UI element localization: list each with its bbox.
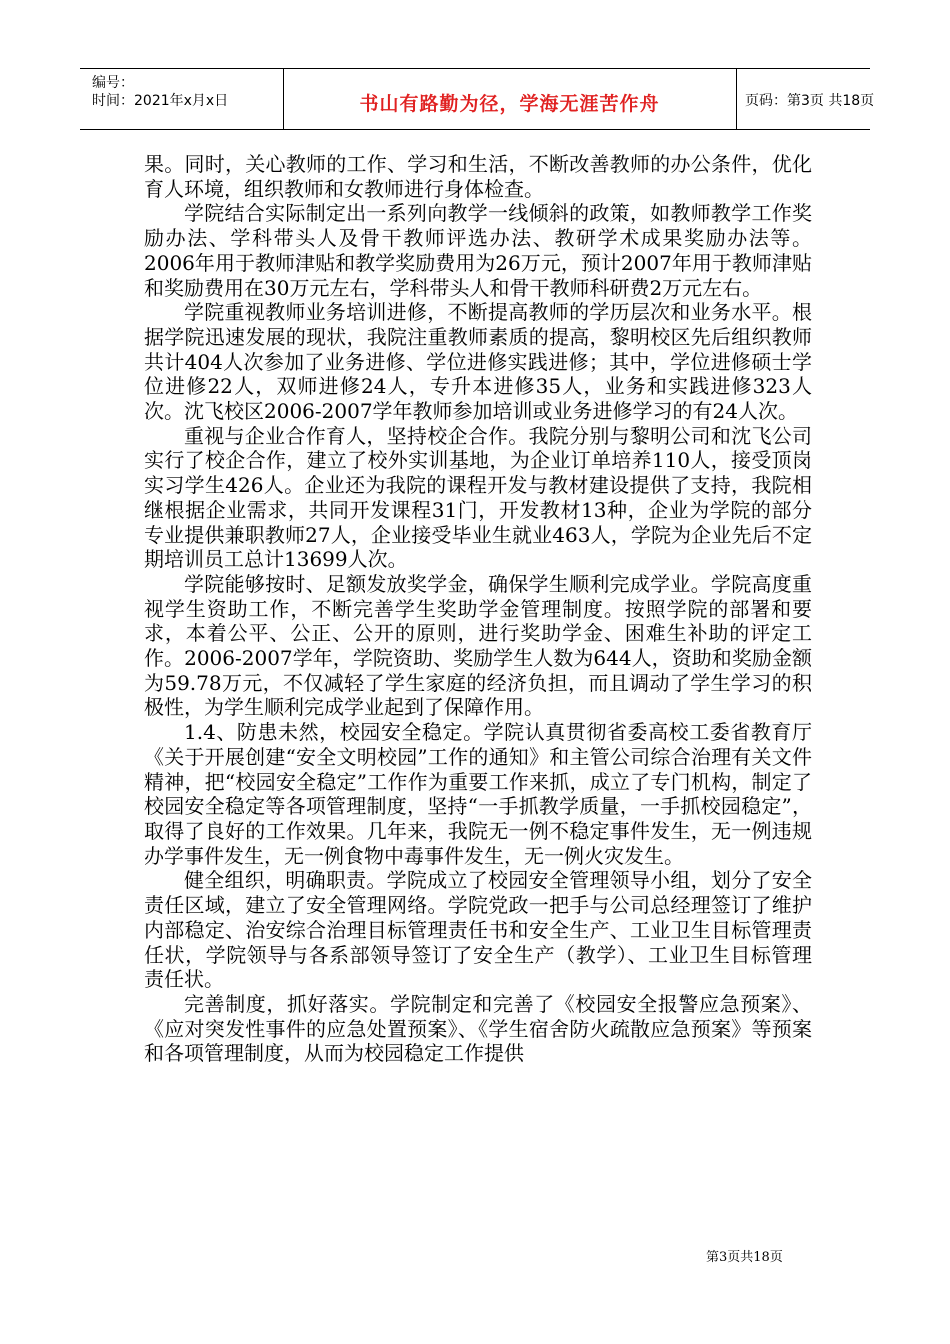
body-paragraph: 学院能够按时、足额发放奖学金，确保学生顺利完成学业。学院高度重视学生资助工作，不断完善学生奖助学金管理制度。按照学院的部署和要求，本着公平、公正、公开的原则，进行奖助学金、困难生补助的评定工作。2006-2007学年，学院资助、奖励学生人数为644人，资助和奖励金额为59.78万元，不仅减轻了学生家庭的经济负担，而且调动了学生学习的积极性，为学生顺利完成学业起到了保障作用。 — [144, 571, 812, 720]
body-paragraph: 1.4、防患未然，校园安全稳定。学院认真贯彻省委高校工委省教育厅《关于开展创建“安全文明校园”工作的通知》和主管公司综合治理有关文件精神，把“校园安全稳定”工作作为重要工作来抓，成立了专门机构，制定了校园安全稳定等各项管理制度，坚持“一手抓教学质量，一手抓校园稳定”，取得了良好的工作效果。几年来，我院无一例不稳定事件发生，无一例违规办学事件发生，无一例食物中毒事件发生，无一例火灾发生。 — [144, 720, 812, 868]
document-time-label: 时间：2021年x月x日 — [92, 93, 229, 109]
body-paragraph: 学院重视教师业务培训进修，不断提高教师的学历层次和业务水平。根据学院迅速发展的现状，我院注重教师素质的提高，黎明校区先后组织教师共计404人次参加了业务进修、学位进修实践进修；其中，学位进修硕士学位进修22人，双师进修24人，专升本进修35人，业务和实践进修323人次。沈飞校区2006-2007学年教师参加培训或业务进修学习的有24人次。 — [144, 300, 812, 424]
body-paragraph: 学院结合实际制定出一系列向教学一线倾斜的政策，如教师教学工作奖励办法、学科带头人及骨干教师评选办法、教研学术成果奖励办法等。2006年用于教师津贴和教学奖励费用为26万元，预计2007年用于教师津贴和奖励费用在30万元左右，学科带头人和骨干教师科研费2万元左右。 — [144, 201, 812, 300]
header-motto: 书山有路勤为径，学海无涯苦作舟 — [359, 93, 660, 115]
page-footer-number: 第3页共18页 — [706, 1250, 783, 1265]
header-page-cell — [736, 69, 875, 129]
document-body — [144, 152, 812, 1066]
header-meta-cell — [80, 69, 284, 129]
body-paragraph: 重视与企业合作育人，坚持校企合作。我院分别与黎明公司和沈飞公司实行了校企合作，建立了校外实训基地，为企业订单培养110人，接受顶岗实习学生426人。企业还为我院的课程开发与教材建设提供了支持，我院相继根据企业需求，共同开发课程31门，开发教材13种，企业为学院的部分专业提供兼职教师27人，企业接受毕业生就业463人，学院为企业先后不定期培训员工总计13699人次。 — [144, 423, 812, 572]
header-page-number: 页码：第3页 共18页 — [745, 93, 875, 109]
body-paragraph: 果。同时，关心教师的工作、学习和生活，不断改善教师的办公条件，优化育人环境，组织教师和女教师进行身体检查。 — [144, 152, 812, 201]
body-paragraph: 完善制度，抓好落实。学院制定和完善了《校园安全报警应急预案》、《应对突发性事件的应急处置预案》、《学生宿舍防火疏散应急预案》等预案和各项管理制度，从而为校园稳定工作提供 — [144, 991, 812, 1066]
body-paragraph: 健全组织，明确职责。学院成立了校园安全管理领导小组，划分了安全责任区域，建立了安全管理网络。学院党政一把手与公司总经理签订了维护内部稳定、治安综合治理目标管理责任书和安全生产、工业卫生目标管理责任状，学院领导与各系部领导签订了安全生产（教学）、工业卫生目标管理责任状。 — [144, 868, 812, 992]
document-number-label: 编号： — [92, 75, 134, 91]
page-header — [80, 68, 875, 130]
header-motto-cell — [283, 69, 737, 129]
